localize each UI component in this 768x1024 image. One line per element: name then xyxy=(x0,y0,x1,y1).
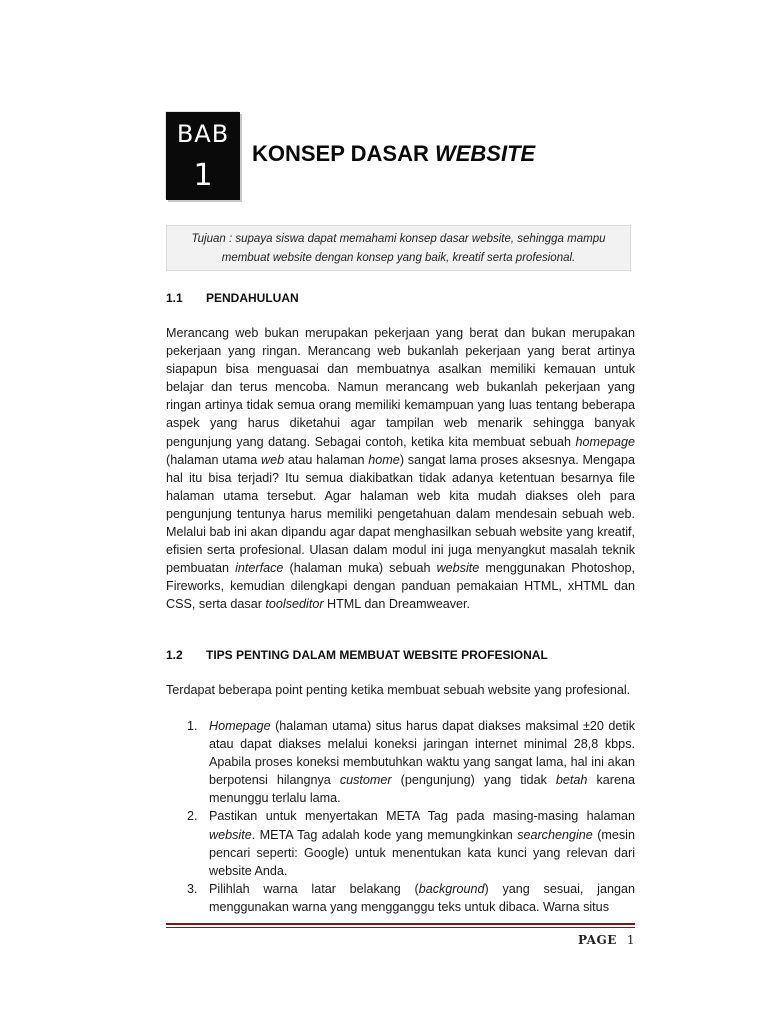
section-1-paragraph xyxy=(166,324,635,614)
tips-list xyxy=(166,717,635,916)
text-run: (mesin pencari seperti: Google) untuk menentukan kata kunci yang relevan dari website Anda. xyxy=(209,827,635,878)
section-heading-1 xyxy=(166,291,299,305)
footer-rule-thin xyxy=(166,927,635,928)
section-2-intro: Terdapat beberapa point penting ketika membuat sebuah website yang profesional. xyxy=(166,683,631,697)
footer-rule xyxy=(166,923,635,925)
list-item xyxy=(166,880,635,916)
italic-run: toolseditor xyxy=(265,597,324,612)
list-number: 3. xyxy=(187,881,198,896)
text-run: (halaman utama) situs harus dapat diakses maksimal ±20 detik atau dapat diakses melalui koneksi jaringan internet minimal 28,8 kbps. Apabila proses koneksi membutuhkan waktu yang sangat lama, hal ini akan berpotensi hilangnya xyxy=(209,719,635,788)
list-item xyxy=(166,807,635,879)
italic-run: homepage xyxy=(575,434,635,449)
text-run: atau halaman xyxy=(284,452,369,467)
italic-run: background xyxy=(418,881,485,896)
section-number: 1.1 xyxy=(166,291,183,305)
chapter-number: 1 xyxy=(193,158,213,193)
learning-goal-box xyxy=(166,225,631,271)
text-run: ) sangat lama proses aksesnya. Mengapa hal itu bisa terjadi? Itu semua diakibatkan tidak adanya ketentuan besarnya file halaman utama tersebut. Agar halaman web kita mudah diakses oleh para pengunjung tentunya harus memiliki pengetahuan dalam mendesain sebuah web. Melalui bab ini akan dipandu agar dapat menghasilkan sebuah website yang kreatif, efisien serta profesional. Ulasan dalam modul ini juga menyangkut masalah teknik pembuatan xyxy=(166,452,635,576)
text-run: karena menunggu terlalu lama. xyxy=(209,773,635,806)
italic-run: home xyxy=(368,452,400,467)
section-number: 1.2 xyxy=(166,648,183,662)
chapter-title-main: KONSEP DASAR xyxy=(252,141,435,166)
list-number: 2. xyxy=(187,809,198,824)
text-run: (halaman utama xyxy=(166,452,262,467)
text-run: Merancang web bukan merupakan pekerjaan yang berat dan bukan merupakan pekerjaan yang ringan. Merancang web bukanlah pekerjaan yang berat artinya siapapun bisa menguasai dan membuatnya asalkan memiliki kemauan untuk belajar dan terus mencoba. Namun merancang web bukanlah pekerjaan yang ringan artinya tidak semua orang memiliki kemampuan yang luas tentang beberapa aspek yang harus diketahui agar tampilan web menarik sehingga banyak pengunjung yang datang. Sebagai contoh, ketika kita membuat sebuah xyxy=(166,326,635,449)
chapter-title xyxy=(252,141,535,167)
italic-run: web xyxy=(261,452,285,467)
text-run: Pilihlah warna latar belakang ( xyxy=(209,881,419,896)
text-run: (pengunjung) yang tidak xyxy=(391,773,556,788)
italic-run: website xyxy=(436,561,480,576)
chapter-badge xyxy=(166,112,240,200)
page-number-value: 1 xyxy=(626,933,635,947)
section-title: TIPS PENTING DALAM MEMBUAT WEBSITE PROFESIONAL xyxy=(206,648,548,662)
italic-run: searchengine xyxy=(517,827,593,842)
text-run: HTML dan Dreamweaver. xyxy=(323,597,471,612)
italic-run: customer xyxy=(339,773,392,788)
goal-line-1: Tujuan : supaya siswa dapat memahami konsep dasar website, sehingga mampu xyxy=(191,233,606,245)
text-run: . META Tag adalah kode yang memungkinkan xyxy=(251,827,518,842)
goal-line-2: membuat website dengan konsep yang baik, kreatif serta profesional. xyxy=(221,252,576,264)
chapter-title-italic: WEBSITE xyxy=(434,141,536,166)
text-run: Pastikan untuk menyertakan META Tag pada masing-masing halaman xyxy=(209,809,635,824)
section-heading-2 xyxy=(166,648,548,662)
page-number xyxy=(540,933,635,947)
list-item xyxy=(166,717,635,807)
text-run: (halaman muka) sebuah xyxy=(283,561,437,576)
text-run: ) yang sesuai, jangan menggunakan warna yang mengganggu teks untuk dibaca. Warna situs xyxy=(209,881,635,914)
italic-run: website xyxy=(209,827,252,842)
chapter-label: BAB xyxy=(176,120,230,148)
italic-run: betah xyxy=(555,773,588,788)
list-number: 1. xyxy=(187,719,198,733)
italic-run: interface xyxy=(235,561,284,576)
italic-run: Homepage xyxy=(209,719,271,733)
text-run: menggunakan Photoshop, Fireworks, kemudian dilengkapi dengan panduan pemakaian HTML, xHTML dan CSS, serta dasar xyxy=(166,561,635,612)
page-label: PAGE xyxy=(578,933,617,947)
section-title: PENDAHULUAN xyxy=(206,291,299,305)
